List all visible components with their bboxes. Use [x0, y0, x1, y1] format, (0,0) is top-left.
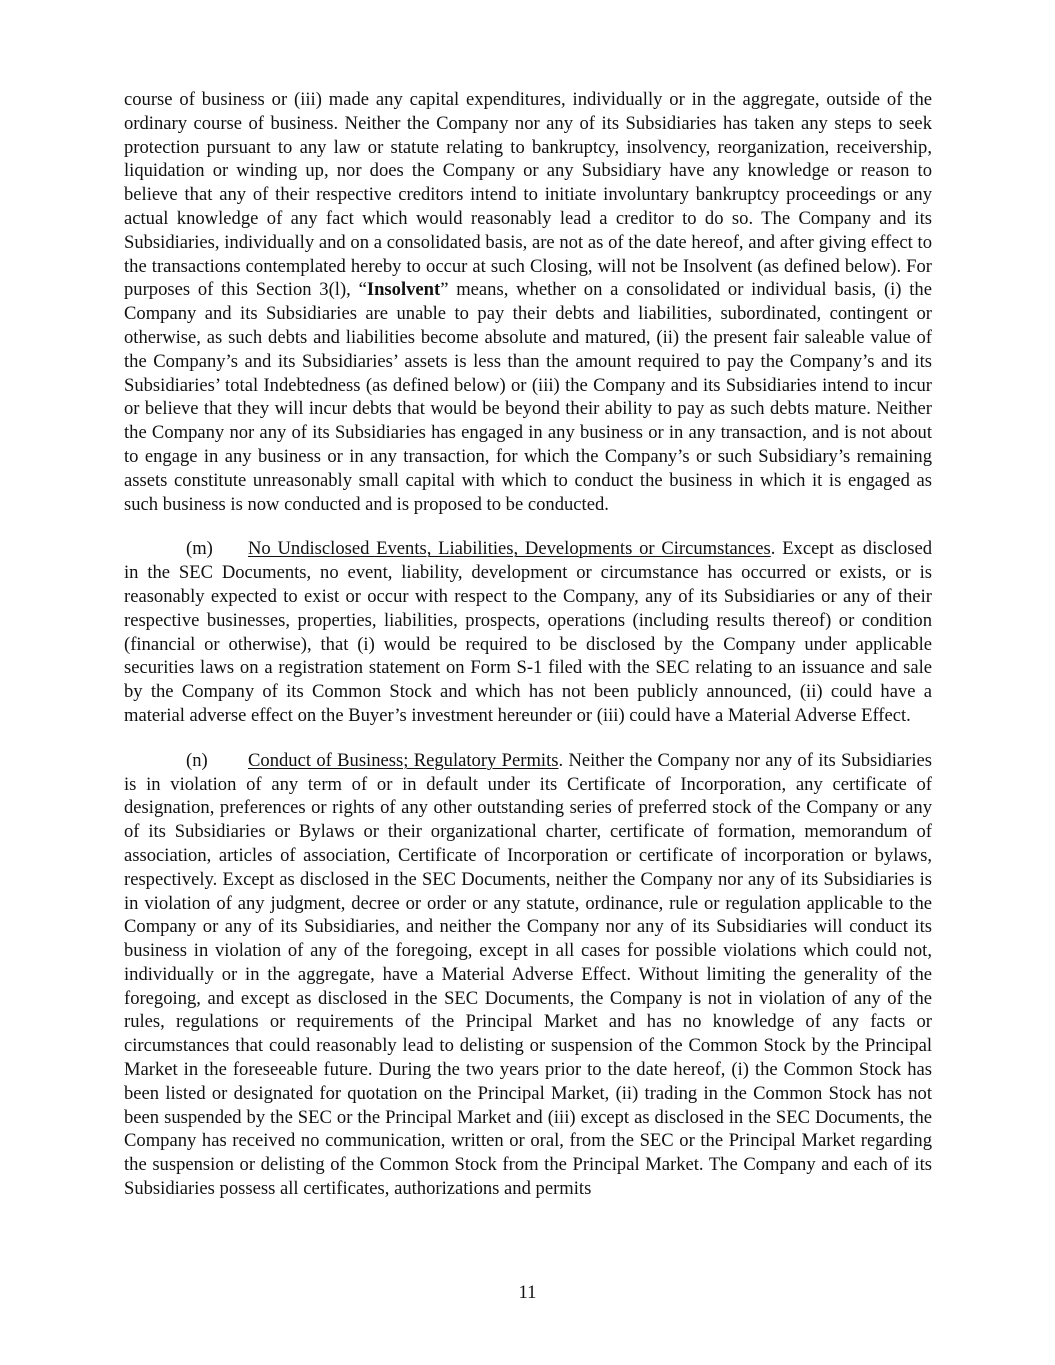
paragraph-insolvency-text-start: course of business or (iii) made any capital expenditures, individually or in the aggregate, outside of the ordinary course of business. Neither the Company nor any of its Subsidiaries has taken any steps to seek protection pursuant to any law or statute relating to bankruptcy, insolvency, reorganization, receivership, liquidation or winding up, nor does the Company or any Subsidiary have any knowledge or reason to believe that any of their respective creditors intend to initiate involuntary bankruptcy proceedings or any actual knowledge of any fact which would reasonably lead a creditor to do so. The Company and its Subsidiaries, individually and on a consolidated basis, are not as of the date hereof, and after giving effect to the transactions contemplated hereby to occur at such Closing, will not be Insolvent (as defined below). For purposes of this Section 3(l), “: [124, 89, 932, 301]
document-page: [124, 88, 932, 1201]
section-n-number: (n): [186, 749, 208, 771]
section-m-heading: No Undisclosed Events, Liabilities, Developments or Circumstances: [248, 538, 771, 560]
page-number: 11: [518, 1282, 537, 1303]
section-n: [124, 749, 932, 1201]
section-m: [124, 537, 932, 727]
section-n-body: . Neither the Company nor any of its Subsidiaries is in violation of any term of or in default under its Certificate of Incorporation, any certificate of designation, preferences or rights of any other outstanding series of preferred stock of the Company or any of its Subsidiaries or Bylaws or their organizational charter, certificate of formation, memorandum of association, articles of association, Certificate of Incorporation or certificate of incorporation or bylaws, respectively. Except as disclosed in the SEC Documents, neither the Company nor any of its Subsidiaries is in violation of any judgment, decree or order or any statute, ordinance, rule or regulation applicable to the Company or any of its Subsidiaries, and neither the Company nor any of its Subsidiaries will conduct its business in violation of any of the foregoing, except in all cases for possible violations which could not, individually or in the aggregate, have a Material Adverse Effect. Without limiting the generality of the foregoing, and except as disclosed in the SEC Documents, the Company is not in violation of any of the rules, regulations or requirements of the Principal Market and has no knowledge of any facts or circumstances that could reasonably lead to delisting or suspension of the Common Stock by the Principal Market in the foreseeable future. During the two years prior to the date hereof, (i) the Common Stock has been listed or designated for quotation on the Principal Market, (ii) trading in the Common Stock has not been suspended by the SEC or the Principal Market and (iii) except as disclosed in the SEC Documents, the Company has received no communication, written or oral, from the SEC or the Principal Market regarding the suspension or delisting of the Common Stock from the Principal Market. The Company and each of its Subsidiaries possess all certificates, authorizations and permits: [124, 749, 932, 1200]
paragraph-insolvency: [124, 88, 932, 516]
section-m-body: . Except as disclosed in the SEC Documents, no event, liability, development or circumstance has occurred or exists, or is reasonably expected to exist or occur with respect to the Company, any of its Subsidiaries or any of their respective businesses, properties, liabilities, prospects, operations (including results thereof) or condition (financial or otherwise), that (i) would be required to be disclosed by the Company under applicable securities laws on a registration statement on Form S-1 filed with the SEC relating to an issuance and sale by the Company of its Common Stock and which has not been publicly announced, (ii) could have a material adverse effect on the Buyer’s investment hereunder or (iii) could have a Material Adverse Effect.: [124, 538, 932, 726]
paragraph-insolvency-text-end: ” means, whether on a consolidated or individual basis, (i) the Company and its Subsidiaries are unable to pay their debts and liabilities, subordinated, contingent or otherwise, as such debts and liabilities become absolute and matured, (ii) the present fair saleable value of the Company’s and its Subsidiaries’ assets is less than the amount required to pay the Company’s and its Subsidiaries’ total Indebtedness (as defined below) or (iii) the Company and its Subsidiaries intend to incur or believe that they will incur debts that would be beyond their ability to pay as such debts mature. Neither the Company nor any of its Subsidiaries has engaged in any business or in any transaction, and is not about to engage in any business or in any transaction, for which the Company’s or such Subsidiary’s remaining assets constitute unreasonably small capital with which to conduct the business in which it is engaged as such business is now conducted and is proposed to be conducted.: [124, 279, 932, 515]
section-m-number: (m): [186, 538, 213, 560]
defined-term-insolvent: Insolvent: [366, 279, 441, 301]
section-n-heading: Conduct of Business; Regulatory Permits: [248, 749, 559, 771]
